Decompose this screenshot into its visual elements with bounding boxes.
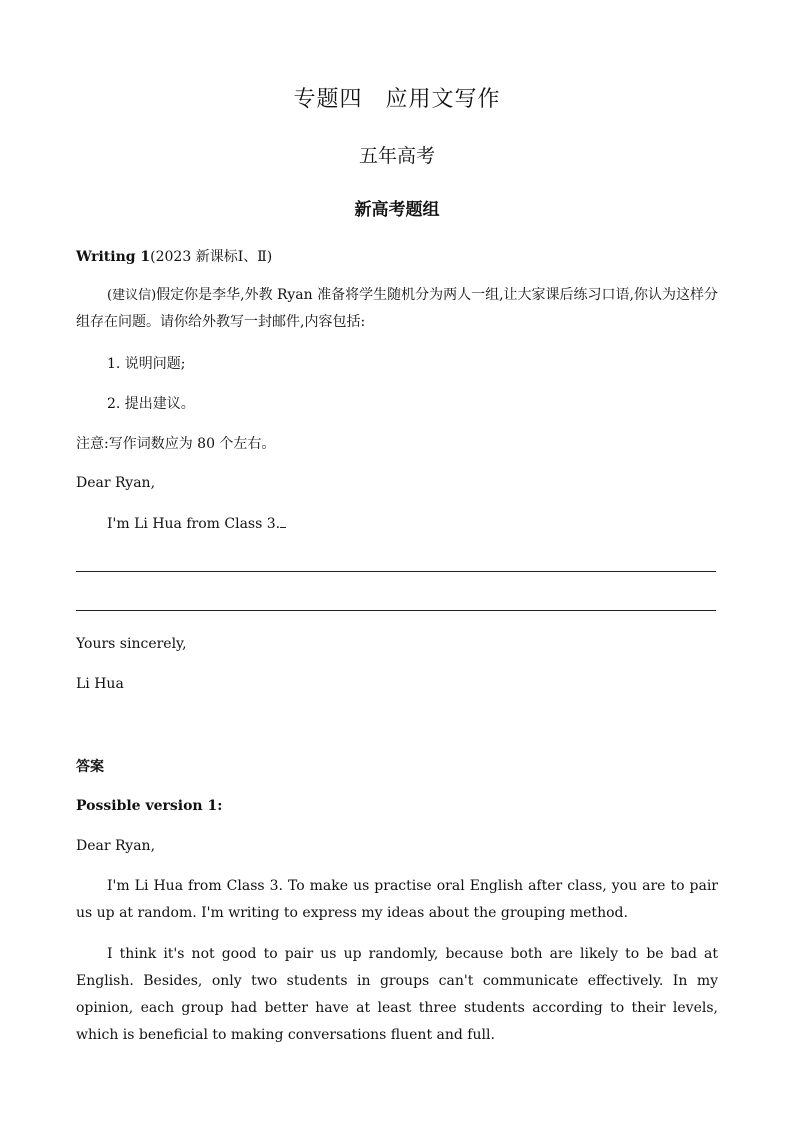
writing-line-1[interactable]: [76, 571, 716, 572]
section-heading: 新高考题组: [354, 200, 440, 220]
answer-paragraph-2: [76, 941, 718, 1049]
page-title: 专题四 应用文写作: [293, 87, 501, 112]
prompt-point-2: 2. 提出建议。: [107, 396, 195, 412]
letter-closing: Yours sincerely,: [76, 636, 187, 652]
writing-label: Writing 1: [76, 249, 151, 265]
writing-source: (2023 新课标Ⅰ、Ⅱ): [150, 249, 273, 265]
page-subtitle: 五年高考: [358, 145, 435, 167]
answer-paragraph-1: [76, 873, 718, 927]
answer-heading: 答案: [76, 759, 104, 775]
prompt-tag: (建议信): [107, 288, 157, 303]
answer-paragraph-2-text: I think it's not good to pair us up randomly, because both are likely to be bad at English. Besides, only two students in groups can't communicate effectively. In my opinion, each group had better have at least three students according to their levels, which is beneficial to making conversations fluent and full.: [76, 946, 718, 1043]
answer-salutation: Dear Ryan,: [76, 838, 156, 854]
prompt-point-1: 1. 说明问题;: [107, 356, 186, 372]
letter-opening-text: I'm Li Hua from Class 3.: [107, 516, 281, 532]
version-heading: Possible version 1:: [76, 798, 223, 814]
answer-blank[interactable]: [280, 515, 286, 528]
letter-salutation: Dear Ryan,: [76, 475, 156, 491]
writing-prompt: [76, 282, 718, 336]
prompt-text: 假定你是李华,外教 Ryan 准备将学生随机分为两人一组,让大家课后练习口语,你认为这样分组存在问题。请你给外教写一封邮件,内容包括:: [76, 287, 718, 330]
letter-opening: [107, 515, 286, 532]
answer-paragraph-1-text: I'm Li Hua from Class 3. To make us practise oral English after class, you are to pair us up at random. I'm writing to express my ideas about the grouping method.: [76, 878, 718, 921]
word-count-note: 注意:写作词数应为 80 个左右。: [76, 436, 276, 452]
writing-line-2[interactable]: [76, 610, 716, 611]
writing-header: [76, 246, 272, 266]
letter-signature: Li Hua: [76, 676, 124, 692]
